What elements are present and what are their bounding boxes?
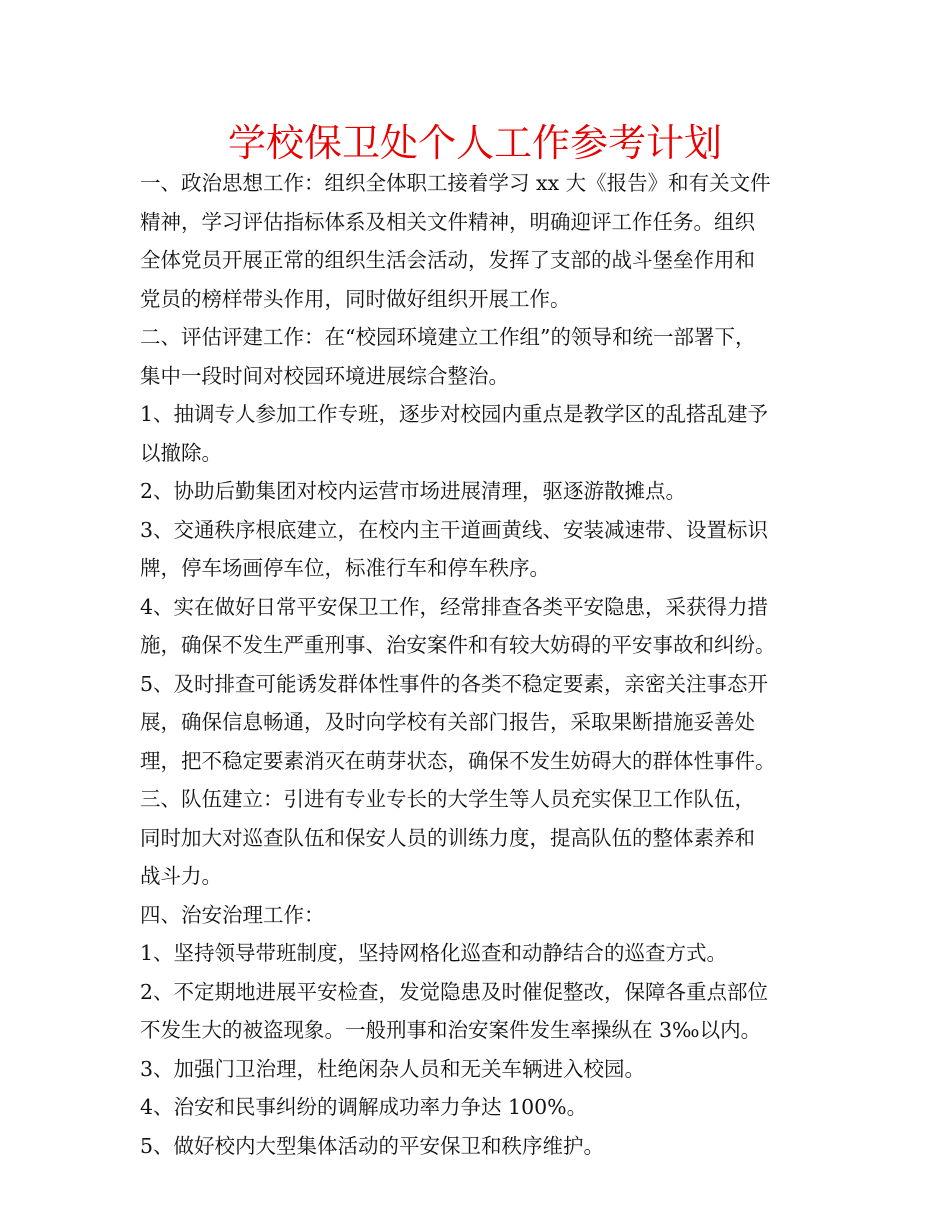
text-line: 集中一段时间对校园环境进展综合整治。	[140, 363, 509, 388]
paragraph-item-1	[140, 395, 820, 472]
text-line: 5、做好校内大型集体活动的平安保卫和秩序维护。	[140, 1133, 605, 1158]
paragraph-political-work	[140, 164, 820, 318]
document-body	[140, 164, 820, 1165]
text-line: 1、抽调专人参加工作专班，逐步对校园内重点是教学区的乱搭乱建予	[140, 402, 769, 426]
text-line: 牌，停车场画停车位，标准行车和停车秩序。	[140, 556, 550, 580]
paragraph-security-item-3	[140, 1050, 820, 1089]
text-line: 5、及时排查可能诱发群体性事件的各类不稳定要素，亲密关注事态开	[140, 671, 769, 696]
paragraph-item-5	[140, 665, 820, 781]
text-line: 四、治安治理工作：	[140, 902, 325, 927]
paragraph-security-item-4	[140, 1088, 820, 1127]
paragraph-security-item-1	[140, 934, 820, 973]
text-line: 施，确保不发生严重刑事、治安案件和有较大妨碍的平安事故和纠纷。	[140, 633, 776, 657]
paragraph-team-building	[140, 780, 820, 896]
text-line: 不发生大的被盗现象。一般刑事和治安案件发生率操纵在 3‰以内。	[140, 1018, 762, 1042]
paragraph-item-2	[140, 472, 820, 511]
text-line: 党员的榜样带头作用，同时做好组织开展工作。	[140, 286, 571, 311]
paragraph-evaluation-work	[140, 318, 820, 395]
text-line: 2、不定期地进展平安检查，发觉隐患及时催促整改，保障各重点部位	[140, 979, 769, 1004]
text-line: 3、交通秩序根底建立，在校内主干道画黄线、安装减速带、设置标识	[140, 517, 769, 542]
text-line: 2、协助后勤集团对校内运营市场进展清理，驱逐游散摊点。	[140, 479, 687, 503]
text-line: 战斗力。	[140, 864, 222, 888]
paragraph-item-4	[140, 588, 820, 665]
text-line: 理，把不稳定要素消灭在萌芽状态，确保不发生妨碍大的群体性事件。	[140, 748, 776, 773]
text-line: 一、政治思想工作：组织全体职工接着学习 xx 大《报告》和有关文件	[140, 171, 771, 195]
text-line: 精神，学习评估指标体系及相关文件精神，明确迎评工作任务。组织	[140, 209, 755, 234]
text-line: 展，确保信息畅通，及时向学校有关部门报告，采取果断措施妥善处	[140, 710, 755, 734]
text-line: 4、治安和民事纠纷的调解成功率力争达 100%。	[140, 1095, 588, 1119]
text-line: 二、评估评建工作：在“校园环境建立工作组”的领导和统一部署下，	[140, 325, 756, 349]
text-line: 以撤除。	[140, 440, 222, 465]
text-line: 三、队伍建立：引进有专业专长的大学生等人员充实保卫工作队伍，	[140, 787, 755, 811]
paragraph-security-management	[140, 896, 820, 935]
document-title: 学校保卫处个人工作参考计划	[227, 121, 722, 165]
text-line: 全体党员开展正常的组织生活会活动，发挥了支部的战斗堡垒作用和	[140, 248, 755, 272]
text-line: 4、实在做好日常平安保卫工作，经常排查各类平安隐患，采获得力措	[140, 594, 769, 619]
paragraph-security-item-2	[140, 973, 820, 1050]
paragraph-item-3	[140, 511, 820, 588]
text-line: 3、加强门卫治理，杜绝闲杂人员和无关车辆进入校园。	[140, 1056, 646, 1081]
paragraph-security-item-5	[140, 1127, 820, 1166]
text-line: 1、坚持领导带班制度，坚持网格化巡查和动静结合的巡查方式。	[140, 941, 728, 965]
text-line: 同时加大对巡查队伍和保安人员的训练力度，提高队伍的整体素养和	[140, 825, 755, 850]
